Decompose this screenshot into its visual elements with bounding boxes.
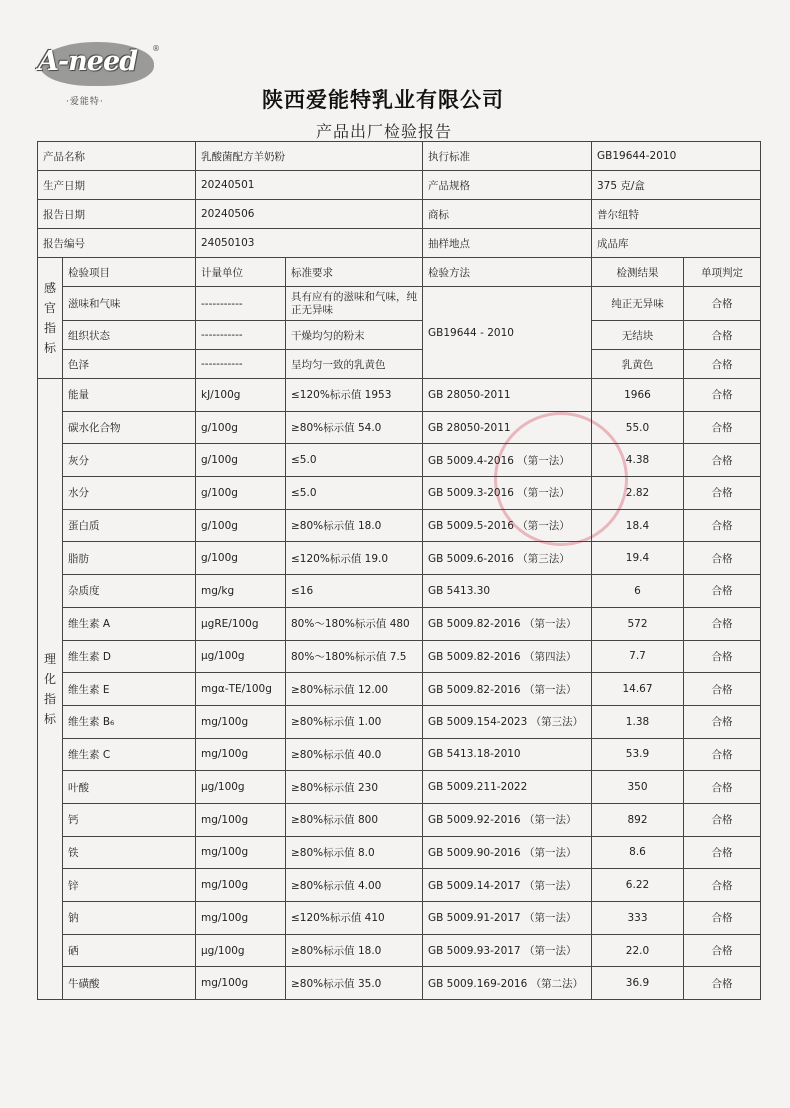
verdict-cell: 合格 [684,771,761,804]
item-cell: 钠 [63,902,196,935]
physchem-row [38,934,761,967]
requirement-cell: ≥80%标示值 230 [286,771,423,804]
requirement-cell: ≤5.0 [286,477,423,510]
result-cell: 36.9 [592,967,684,1000]
unit-cell: mg/100g [196,836,286,869]
requirement-cell: 80%～180%标示值 480 [286,607,423,640]
physchem-row [38,575,761,608]
verdict-cell: 合格 [684,411,761,444]
method-cell: GB 5009.82-2016 （第一法） [423,607,592,640]
result-cell: 18.4 [592,509,684,542]
info-label: 抽样地点 [423,229,592,258]
info-value: 普尔纽特 [592,200,761,229]
method-cell: GB 5009.211-2022 [423,771,592,804]
physchem-row [38,411,761,444]
method-cell: GB 5009.169-2016 （第二法） [423,967,592,1000]
physchem-category: 理 化 指 标 [38,379,63,1000]
company-logo [38,42,158,106]
result-cell: 6.22 [592,869,684,902]
physchem-row [38,902,761,935]
logo-text: A-need [38,46,138,77]
item-cell: 牛磺酸 [63,967,196,1000]
requirement-cell: ≤120%标示值 410 [286,902,423,935]
info-value: 乳酸菌配方羊奶粉 [196,142,423,171]
requirement-cell: ≥80%标示值 800 [286,803,423,836]
result-cell: 572 [592,607,684,640]
report-title: 产品出厂检验报告 [316,122,453,141]
result-cell: 乳黄色 [592,350,684,379]
col-header-unit: 计量单位 [196,258,286,287]
verdict-cell: 合格 [684,803,761,836]
unit-cell: g/100g [196,477,286,510]
unit-cell: mg/100g [196,869,286,902]
info-label: 生产日期 [38,171,196,200]
sensory-row [38,321,761,350]
result-cell: 53.9 [592,738,684,771]
item-cell: 叶酸 [63,771,196,804]
verdict-cell: 合格 [684,509,761,542]
info-value: 成品库 [592,229,761,258]
physchem-row [38,477,761,510]
verdict-cell: 合格 [684,836,761,869]
physchem-row [38,379,761,412]
result-cell: 7.7 [592,640,684,673]
result-cell: 14.67 [592,673,684,706]
result-cell: 892 [592,803,684,836]
requirement-cell: ≥80%标示值 4.00 [286,869,423,902]
item-cell: 蛋白质 [63,509,196,542]
result-cell: 22.0 [592,934,684,967]
method-cell: GB 28050-2011 [423,379,592,412]
info-label: 报告日期 [38,200,196,229]
column-header-row [38,258,761,287]
result-cell: 无结块 [592,321,684,350]
verdict-cell: 合格 [684,575,761,608]
info-row [38,171,761,200]
requirement-cell: ≤5.0 [286,444,423,477]
requirement-cell: 呈均匀一致的乳黄色 [286,350,423,379]
method-cell: GB 5009.5-2016 （第一法） [423,509,592,542]
info-value: 20240501 [196,171,423,200]
col-header-item: 检验项目 [63,258,196,287]
method-cell: GB 5009.4-2016 （第一法） [423,444,592,477]
result-cell: 19.4 [592,542,684,575]
unit-cell: mgα-TE/100g [196,673,286,706]
info-row [38,229,761,258]
physchem-row [38,967,761,1000]
unit-cell: ----------- [196,321,286,350]
unit-cell: ----------- [196,287,286,321]
physchem-row [38,444,761,477]
info-value: GB19644-2010 [592,142,761,171]
verdict-cell: 合格 [684,287,761,321]
method-cell: GB 5009.82-2016 （第四法） [423,640,592,673]
info-label: 产品规格 [423,171,592,200]
sensory-category: 感 官 指 标 [38,258,63,379]
item-cell: 碳水化合物 [63,411,196,444]
method-cell: GB 5413.18-2010 [423,738,592,771]
method-cell: GB 5009.3-2016 （第一法） [423,477,592,510]
item-cell: 钙 [63,803,196,836]
verdict-cell: 合格 [684,705,761,738]
physchem-row [38,509,761,542]
requirement-cell: ≤120%标示值 1953 [286,379,423,412]
requirement-cell: ≤16 [286,575,423,608]
verdict-cell: 合格 [684,869,761,902]
item-cell: 维生素 B₆ [63,705,196,738]
info-value: 375 克/盒 [592,171,761,200]
requirement-cell: ≥80%标示值 12.00 [286,673,423,706]
requirement-cell: ≥80%标示值 35.0 [286,967,423,1000]
item-cell: 铁 [63,836,196,869]
verdict-cell: 合格 [684,321,761,350]
unit-cell: g/100g [196,411,286,444]
physchem-row [38,771,761,804]
item-cell: 组织状态 [63,321,196,350]
result-cell: 1.38 [592,705,684,738]
result-cell: 2.82 [592,477,684,510]
item-cell: 滋味和气味 [63,287,196,321]
col-header-req: 标准要求 [286,258,423,287]
requirement-cell: ≥80%标示值 40.0 [286,738,423,771]
info-value: 20240506 [196,200,423,229]
sensory-row [38,350,761,379]
physchem-row [38,836,761,869]
inspection-table [37,141,761,1000]
verdict-cell: 合格 [684,444,761,477]
method-cell: GB 28050-2011 [423,411,592,444]
verdict-cell: 合格 [684,477,761,510]
unit-cell: mg/100g [196,738,286,771]
method-cell: GB 5413.30 [423,575,592,608]
method-cell: GB 5009.6-2016 （第三法） [423,542,592,575]
unit-cell: g/100g [196,542,286,575]
item-cell: 杂质度 [63,575,196,608]
unit-cell: kJ/100g [196,379,286,412]
info-label: 报告编号 [38,229,196,258]
result-cell: 6 [592,575,684,608]
requirement-cell: ≥80%标示值 18.0 [286,509,423,542]
unit-cell: μg/100g [196,771,286,804]
verdict-cell: 合格 [684,902,761,935]
unit-cell: mg/100g [196,967,286,1000]
item-cell: 硒 [63,934,196,967]
physchem-row [38,705,761,738]
info-row [38,142,761,171]
requirement-cell: 80%～180%标示值 7.5 [286,640,423,673]
item-cell: 维生素 E [63,673,196,706]
unit-cell: ----------- [196,350,286,379]
method-cell: GB 5009.93-2017 （第一法） [423,934,592,967]
logo-registered-mark: ® [152,44,160,53]
physchem-row [38,640,761,673]
unit-cell: mg/100g [196,803,286,836]
verdict-cell: 合格 [684,934,761,967]
result-cell: 4.38 [592,444,684,477]
physchem-row [38,542,761,575]
item-cell: 色泽 [63,350,196,379]
result-cell: 8.6 [592,836,684,869]
result-cell: 55.0 [592,411,684,444]
result-cell: 350 [592,771,684,804]
item-cell: 维生素 D [63,640,196,673]
verdict-cell: 合格 [684,673,761,706]
item-cell: 能量 [63,379,196,412]
col-header-verdict: 单项判定 [684,258,761,287]
item-cell: 锌 [63,869,196,902]
requirement-cell: ≥80%标示值 1.00 [286,705,423,738]
physchem-row [38,673,761,706]
unit-cell: mg/100g [196,705,286,738]
info-value: 24050103 [196,229,423,258]
physchem-row [38,869,761,902]
col-header-method: 检验方法 [423,258,592,287]
verdict-cell: 合格 [684,379,761,412]
info-row [38,200,761,229]
verdict-cell: 合格 [684,607,761,640]
physchem-row [38,738,761,771]
unit-cell: mg/kg [196,575,286,608]
item-cell: 灰分 [63,444,196,477]
method-cell: GB 5009.154-2023 （第三法） [423,705,592,738]
item-cell: 维生素 C [63,738,196,771]
unit-cell: μgRE/100g [196,607,286,640]
requirement-cell: ≥80%标示值 18.0 [286,934,423,967]
company-name: 陕西爱能特乳业有限公司 [262,88,504,112]
result-cell: 1966 [592,379,684,412]
requirement-cell: ≤120%标示值 19.0 [286,542,423,575]
logo-subtitle: ·爱能特· [66,97,104,107]
info-label: 产品名称 [38,142,196,171]
physchem-row [38,803,761,836]
col-header-result: 检测结果 [592,258,684,287]
verdict-cell: 合格 [684,738,761,771]
unit-cell: μg/100g [196,934,286,967]
method-cell: GB 5009.91-2017 （第一法） [423,902,592,935]
item-cell: 水分 [63,477,196,510]
requirement-cell: ≥80%标示值 54.0 [286,411,423,444]
unit-cell: mg/100g [196,902,286,935]
method-cell: GB19644 - 2010 [423,287,592,379]
method-cell: GB 5009.82-2016 （第一法） [423,673,592,706]
requirement-cell: ≥80%标示值 8.0 [286,836,423,869]
result-cell: 纯正无异味 [592,287,684,321]
physchem-row [38,607,761,640]
unit-cell: g/100g [196,509,286,542]
method-cell: GB 5009.92-2016 （第一法） [423,803,592,836]
result-cell: 333 [592,902,684,935]
method-cell: GB 5009.14-2017 （第一法） [423,869,592,902]
verdict-cell: 合格 [684,640,761,673]
sensory-row [38,287,761,321]
unit-cell: g/100g [196,444,286,477]
method-cell: GB 5009.90-2016 （第一法） [423,836,592,869]
requirement-cell: 干燥均匀的粉末 [286,321,423,350]
unit-cell: μg/100g [196,640,286,673]
verdict-cell: 合格 [684,542,761,575]
item-cell: 维生素 A [63,607,196,640]
requirement-cell: 具有应有的滋味和气味，纯正无异味 [286,287,423,321]
info-label: 执行标准 [423,142,592,171]
verdict-cell: 合格 [684,967,761,1000]
info-label: 商标 [423,200,592,229]
verdict-cell: 合格 [684,350,761,379]
item-cell: 脂肪 [63,542,196,575]
